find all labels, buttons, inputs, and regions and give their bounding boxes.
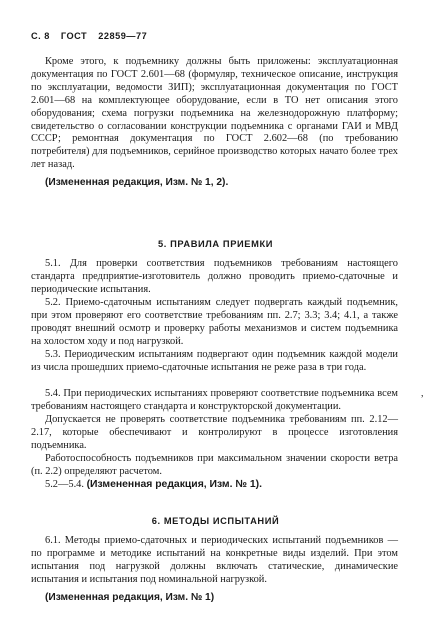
margin-mark: , <box>421 388 424 399</box>
paragraph-5-4-exception: Допускается не проверять соответствие подъемника требованиям пп. 2.12—2.17, которые обеспечивают и контролируют в процессе изготовления подъемника. <box>31 414 398 451</box>
amendment-note: (Измененная редакция, Изм. № 1). <box>86 479 262 490</box>
standard-label: ГОСТ <box>60 31 88 41</box>
intro-paragraph: Кроме этого, к подъемнику должны быть приложены: эксплуатационная документация по ГОСТ 2.601—68 (формуляр, техническое описание, инструкция по эксплуатации, ведомости ЗИП); эксплуатационная документация по ГОСТ 2.601—68 на комплектующее оборудование, если в ТО нет описания этого оборудования; схема погрузки подъемника на железнодорожную платформу; свидетельство о согласовании конструкции подъемника с органами ГАИ и МВД СССР; ремонтная документация по ГОСТ 2.602—68 (по требованию потребителя) для подъемников, серийное производство которых начато более трех лет назад. <box>31 56 398 171</box>
intro-amendment: (Измененная редакция, Изм. № 1, 2). <box>45 177 229 188</box>
paragraph-6-1: 6.1. Методы приемо-сдаточных и периодических испытаний подъемников — по программе и методике испытаний на конкретные виды изделий. При этом испытания под нагрузкой должны включать статические, динамические испытания и испытания под номинальной нагрузкой. <box>31 535 398 585</box>
standard-number: 22859—77 <box>98 31 148 41</box>
page-number: С. 8 <box>31 31 50 41</box>
paragraph-5-amendment <box>31 479 398 492</box>
paragraph-5-1: 5.1. Для проверки соответствия подъемников требованиям настоящего стандарта предприятие-изготовитель должно проводить приемо-сдаточные и периодические испытания. <box>31 258 398 295</box>
paragraph-5-4: 5.4. При периодических испытаниях проверяют соответствие подъемника всем требованиям настоящего стандарта и конструкторской документации. <box>31 388 398 412</box>
section-6-amendment: (Измененная редакция, Изм. № 1) <box>45 592 215 603</box>
paragraph-5-3: 5.3. Периодическим испытаниям подвергают один подъемник каждой модели из числа прошедших приемо-сдаточные испытания не реже раза в три года. <box>31 349 398 373</box>
paragraph-5-4-wind: Работоспособность подъемников при максимальном значении скорости ветра (п. 2.2) определяют расчетом. <box>31 453 398 477</box>
page-header <box>31 31 155 41</box>
section-6-heading: 6. МЕТОДЫ ИСПЫТАНИЙ <box>151 516 280 526</box>
section-5-heading: 5. ПРАВИЛА ПРИЕМКИ <box>158 239 273 249</box>
paragraph-5-2: 5.2. Приемо-сдаточным испытаниям следует подвергать каждый подъемник, при этом проверяют его соответствие требованиям пп. 2.7; 3.3; 3.4; 4.1, а также проводят внешний осмотр и проверку работы механизмов и систем подъемника на холостом ходу и под нагрузкой. <box>31 297 398 347</box>
amendment-range: 5.2—5.4. <box>45 479 84 490</box>
